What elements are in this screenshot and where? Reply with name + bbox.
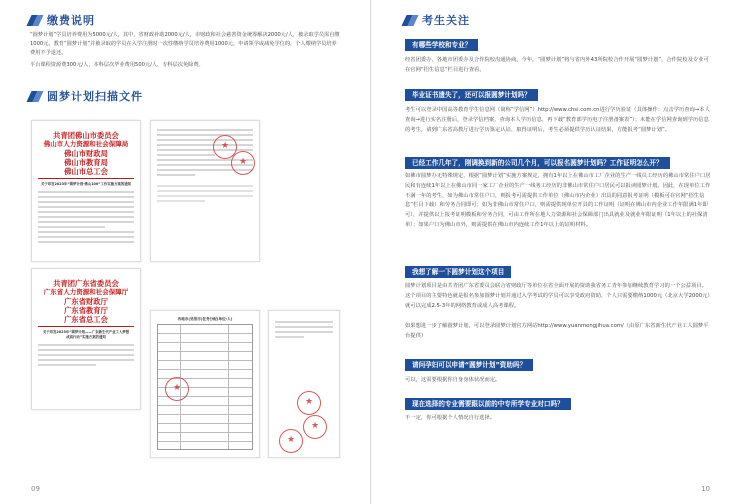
doc-red-header-line: 广东省教育厅	[64, 306, 108, 315]
scan-doc-quota-table	[150, 310, 260, 458]
page-number-right: 10	[701, 485, 710, 493]
doc-red-rule	[38, 326, 134, 327]
faq-question: 我想了解一下圆梦计划这个项目	[405, 266, 511, 278]
scan-section-title: 圆梦计划扫描文件	[27, 88, 143, 104]
faq-answer: 圆梦计划项目是由共青团广东省委员会联合省财政厅等单位在省全面开展的资助我省务工青年参加继续教育学习的一个公益项目。这个项目的主要特色就是报名参加圆梦计划并通过入学考试的学员可以享受政府资助，个人只需要缴纳1000元（北京大学2000元）就可以完成2.5-3年的网络教育或成人高考课程。	[405, 283, 711, 309]
doc-file-title: 关于印发2023年“圆梦计划·佛山100”工作实施方案的通知	[40, 182, 132, 186]
doc-body-text	[269, 311, 339, 338]
doc-red-header-line: 广东省人力资源和社会保障厅	[43, 288, 129, 296]
scan-doc-city-notice	[31, 120, 141, 262]
doc-red-header-line: 共青团佛山市委员会	[53, 131, 119, 140]
official-seal-icon	[303, 415, 327, 439]
left-page	[0, 0, 370, 504]
faq-answer: 如佛市圆梦办无特殊规定，根据“圆梦计划”实施方案规定，拥有1年以上在佛山市工厂企业的生产一线员工经历的佛山市常住户口居民和有连续1年以上在佛山市同一家工厂企业的生产一线务工经历的非佛山市常住户口居民可以报读圆梦计划。因此，在现单位工作不满一年的考生，如为佛山市常住户口，则报考可需提供工作单位（佛山市内企业）出具的同意报考证明（模板可在官网“招生信息”栏目下载）和劳务合同即可；如为非佛山市常住户口，则需提供现单位开具的工作证明（证明在佛山市内企业工作年限满1年即可），并提供以上报考证明模板和劳务合同，可由工作所在地人力资源和社会保障部门出具就业及就业年限证明（1年以上的社保清单）；如果户口为佛山市外，则需提供在佛山市内连续工作1年以上的证明材料。	[405, 173, 711, 228]
official-seal-icon	[165, 377, 189, 401]
faq-question: 现在选择的专业需要跟以前的中专所学专业对口吗？	[405, 398, 571, 410]
doc-body-text	[32, 340, 140, 366]
doc-body-text	[32, 187, 140, 243]
faq-question: 毕业证书遗失了，还可以报圆梦计划吗？	[405, 89, 538, 101]
scan-doc-seal-page	[268, 310, 340, 458]
doc-red-header-line: 佛山市财政局	[64, 149, 108, 158]
scan-doc-province-notice	[31, 268, 141, 410]
faq-question: 已经工作几年了，刚调换到新的公司几个月，可以报名圆梦计划吗？工作证明怎么开？	[405, 157, 670, 169]
faq-question: 请问孕妇可以申请“圆梦计划”资助吗？	[405, 359, 533, 371]
doc-red-header-line: 共青团广东省委员会	[53, 279, 119, 288]
right-page	[371, 0, 741, 504]
doc-file-title: 关于印发2023年“圆梦计划——广东新生代产业工人梦想成真行动”实施方案的通知	[42, 330, 130, 339]
official-seal-icon	[297, 391, 321, 415]
faq-answer: 可以，这需要根据你自身身体状况而定。	[405, 377, 501, 383]
doc-red-header-line: 佛山市人力资源和社会保障局	[43, 140, 129, 148]
official-seal-icon	[279, 429, 303, 453]
scan-doc-notice-page-2	[150, 120, 260, 262]
candidate-section-title: 考生关注	[402, 12, 470, 28]
doc-red-header-line: 佛山市总工会	[64, 167, 108, 176]
double-chevron-icon	[27, 15, 40, 26]
fee-paragraph-2: 平台课程资源费300元/人，本科层次毕业费用500元/人，专科层次免除费。	[30, 62, 204, 68]
double-chevron-icon	[27, 91, 40, 102]
doc-red-header-line: 广东省财政厅	[64, 297, 108, 306]
faq-answer: 经省团委办、各地市团委办及合作院校沟通协商，今年，“圆梦计划”将与省内外43所院校合作开展“圆梦计划”，合作院校及专业可在官网“招生信息”栏目进行查看。	[405, 57, 709, 73]
doc-red-rule	[38, 178, 134, 179]
official-seal-icon	[231, 151, 255, 175]
faq-answer: 考生可以登录中国高等教育学生信息网（简称“学信网”）http://www.chsi.com.cn进行学历验证（具体操作：点击学历查询→本人查询→进行实名注册后，登录学信档案，查询本人学历信息，再下载“教育部学历电子注册备案表”）；未能在学信网查询到学历信息的考生，请到广东省高教厅进行学历鉴定认证，取得证明后，考生必须提供学历认证结果，方能报考“圆梦计划”。	[405, 107, 710, 133]
faq-question: 有哪些学校和专业？	[405, 39, 478, 51]
double-chevron-icon	[402, 15, 415, 26]
faq-answer: 不一定，你可根据个人情况自行选择。	[405, 415, 496, 421]
fee-paragraph-1: “圆梦计划”学员培养费用为5000元/人，其中，省财政补助2000元/人，市财政和社会慈善资金统筹解决2000元/人，被录取学员需自缴1000元，教育“圆梦计划”并被录取的学员在入学注册时一次性缴纳学员培养费用1000元，申请领学或减免学位的，个人缴纳学员培养费用不予退还。	[30, 32, 340, 56]
doc-table-caption: 各地市(县级市)任务分配(单位:人)	[177, 317, 233, 321]
faq-answer-extra: 如果想进一步了解圆梦计划，可以登录圆梦计划官方网站http://www.yuanmengjihua.com/（由原广东省新生代产业工人圆梦平台提供）	[405, 323, 709, 339]
page-number-left: 09	[31, 485, 40, 493]
doc-red-header-line: 广东省总工会	[64, 315, 108, 324]
fee-section-title: 缴费说明	[27, 12, 95, 28]
doc-red-header-line: 佛山市教育局	[64, 158, 108, 167]
